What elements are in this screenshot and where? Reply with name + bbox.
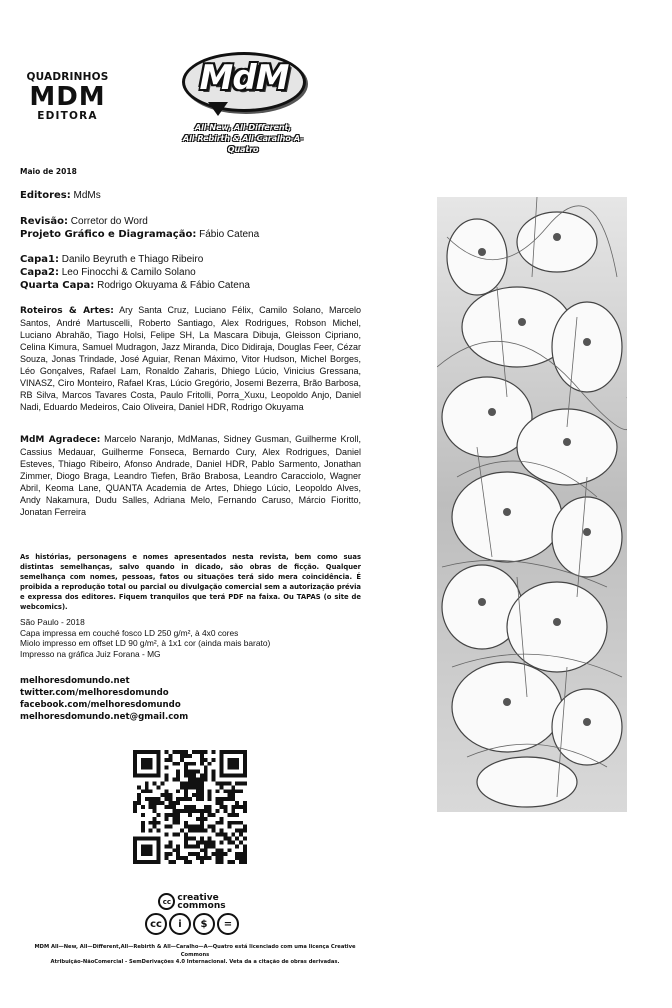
credit-quarta-capa: Quarta Capa: Rodrigo Okuyama & Fábio Catena bbox=[20, 280, 250, 291]
non-commercial-icon: $ bbox=[193, 913, 215, 935]
creative-commons-badge: cc creative commons cc i $ = bbox=[145, 893, 239, 935]
publisher-line2: MDM bbox=[29, 81, 106, 112]
by-person-icon: i bbox=[169, 913, 191, 935]
publisher-logo bbox=[20, 72, 115, 121]
twitter-link[interactable]: twitter.com/melhoresdomundo bbox=[20, 688, 169, 698]
publisher-line1: QUADRINHOS bbox=[26, 71, 109, 83]
heroes-illustration bbox=[437, 197, 627, 812]
print-info: São Paulo - 2018 Capa impressa em couché fosco LD 250 g/m², à 4x0 cores Miolo impresso em offset LD 90 g/m², à 1x1 cor (ainda mais barato) Impresso na gráfica Juiz Forana - MG bbox=[20, 617, 271, 659]
credit-revisao: Revisão: Corretor do Word bbox=[20, 216, 148, 227]
license-text: MDM All—New, All—Different,All—Rebirth & All—Caralho—A—Quatro está licenciado com uma licença Creative Commons Atribuição-NãoComercial - SemDerivações 4.0 Internacional. Veta da a citação de obras derivadas. bbox=[34, 944, 356, 965]
email-link[interactable]: melhoresdomundo.net@gmail.com bbox=[20, 712, 189, 722]
credit-projeto: Projeto Gráfico e Diagramação: Fábio Catena bbox=[20, 229, 260, 240]
mdm-logo bbox=[168, 52, 318, 160]
credit-capa1: Capa1: Danilo Beyruth e Thiago Ribeiro bbox=[20, 254, 204, 265]
qr-code-icon[interactable] bbox=[133, 750, 247, 864]
cc-attribution-icon: cc bbox=[145, 913, 167, 935]
credit-agradecimentos: MdM Agradece: Marcelo Naranjo, MdManas, Sidney Gusman, Guilherme Kroll, Cassius Medauar, Guilherme Fonseca, Bernardo Cury, Alex Rodrigues, Daniel Esteves, Thiago Ribeiro, Afonso Andrade, Daniel HDR, Pablo Sarmento, Jonathan Zimmer, Diogo Braga, Leandro Tiefen, Brão Brabosa, Leandro Caracciolo, Wagner Abril, Keoma Lane, QUANTA Academia de Artes, Dhiego Lúcio, Leopoldo Alves, Andy Nakamura, Dudu Salles, Adriana Melo, Fernando Caruso, Márcio Fioritto, Jonatan Ferreira bbox=[20, 434, 361, 517]
credit-roteiros: Roteiros & Artes: Ary Santa Cruz, Luciano Félix, Camilo Solano, Marcelo Santos, André Martuscelli, Roberto Santiago, Alex Rodrigues, Robson Michel, Luciano Abrahão, Tiago Holsi, Felipe SH, La Mascara Dibuja, Gleisson Cipriano, Celina Kimura, Samuel Mudragon, Jazz Miranda, Dico Didiraja, Douglas Feer, Cézar Souza, Jonas Trindade, José Aguiar, Renan Máximo, Vitor Hudson, Michel Borges, Léo Gonçalves, Rafael Lam, Ronaldo Zaharis, Dhiego Lúcio, Vinicius Gressana, VINASZ, Ciro Monteiro, Rafael Kras, Lúcio Gregório, Josemi Bezerra, Brão Barbosa, RB Silva, Marcos Tavares Costa, Paulo Fritolli, Porra_Xuxu, Leopoldo Anjo, Daniel Nadi, Eduardo Medeiros, Caio Oliveira, Daniel HDR, Rodrigo Okuyama bbox=[20, 305, 361, 412]
cc-logo-icon: cc bbox=[158, 893, 175, 910]
publication-date: Maio de 2018 bbox=[20, 167, 77, 176]
logo-subtitle: All-New, All-Different, All-Rebirth & All-Caralho-A-Quatro bbox=[182, 122, 304, 154]
credit-capa2: Capa2: Leo Finocchi & Camilo Solano bbox=[20, 267, 196, 278]
publisher-line3: EDITORA bbox=[37, 109, 98, 122]
contact-links bbox=[20, 675, 188, 723]
disclaimer: As histórias, personagens e nomes apresentados nesta revista, bem como suas distintas semelhanças, salvo quando in dicado, são obras de ficção. Qualquer semelhança com nomes, pessoas, fatos ou situações terá sido mera coincidência. É proibida a reprodução total ou parcial ou divulgação comercial sem a autorização prévia e expressa dos editores. Fiquem tranquilos que terá PDF na faixa. Ou TAPAS (o site de webcomics). bbox=[20, 553, 361, 611]
website-link[interactable]: melhoresdomundo.net bbox=[20, 676, 130, 686]
facebook-link[interactable]: facebook.com/melhoresdomundo bbox=[20, 700, 181, 710]
no-derivatives-icon: = bbox=[217, 913, 239, 935]
logo-title: MdM bbox=[199, 58, 289, 98]
credit-editores: Editores: MdMs bbox=[20, 190, 101, 201]
